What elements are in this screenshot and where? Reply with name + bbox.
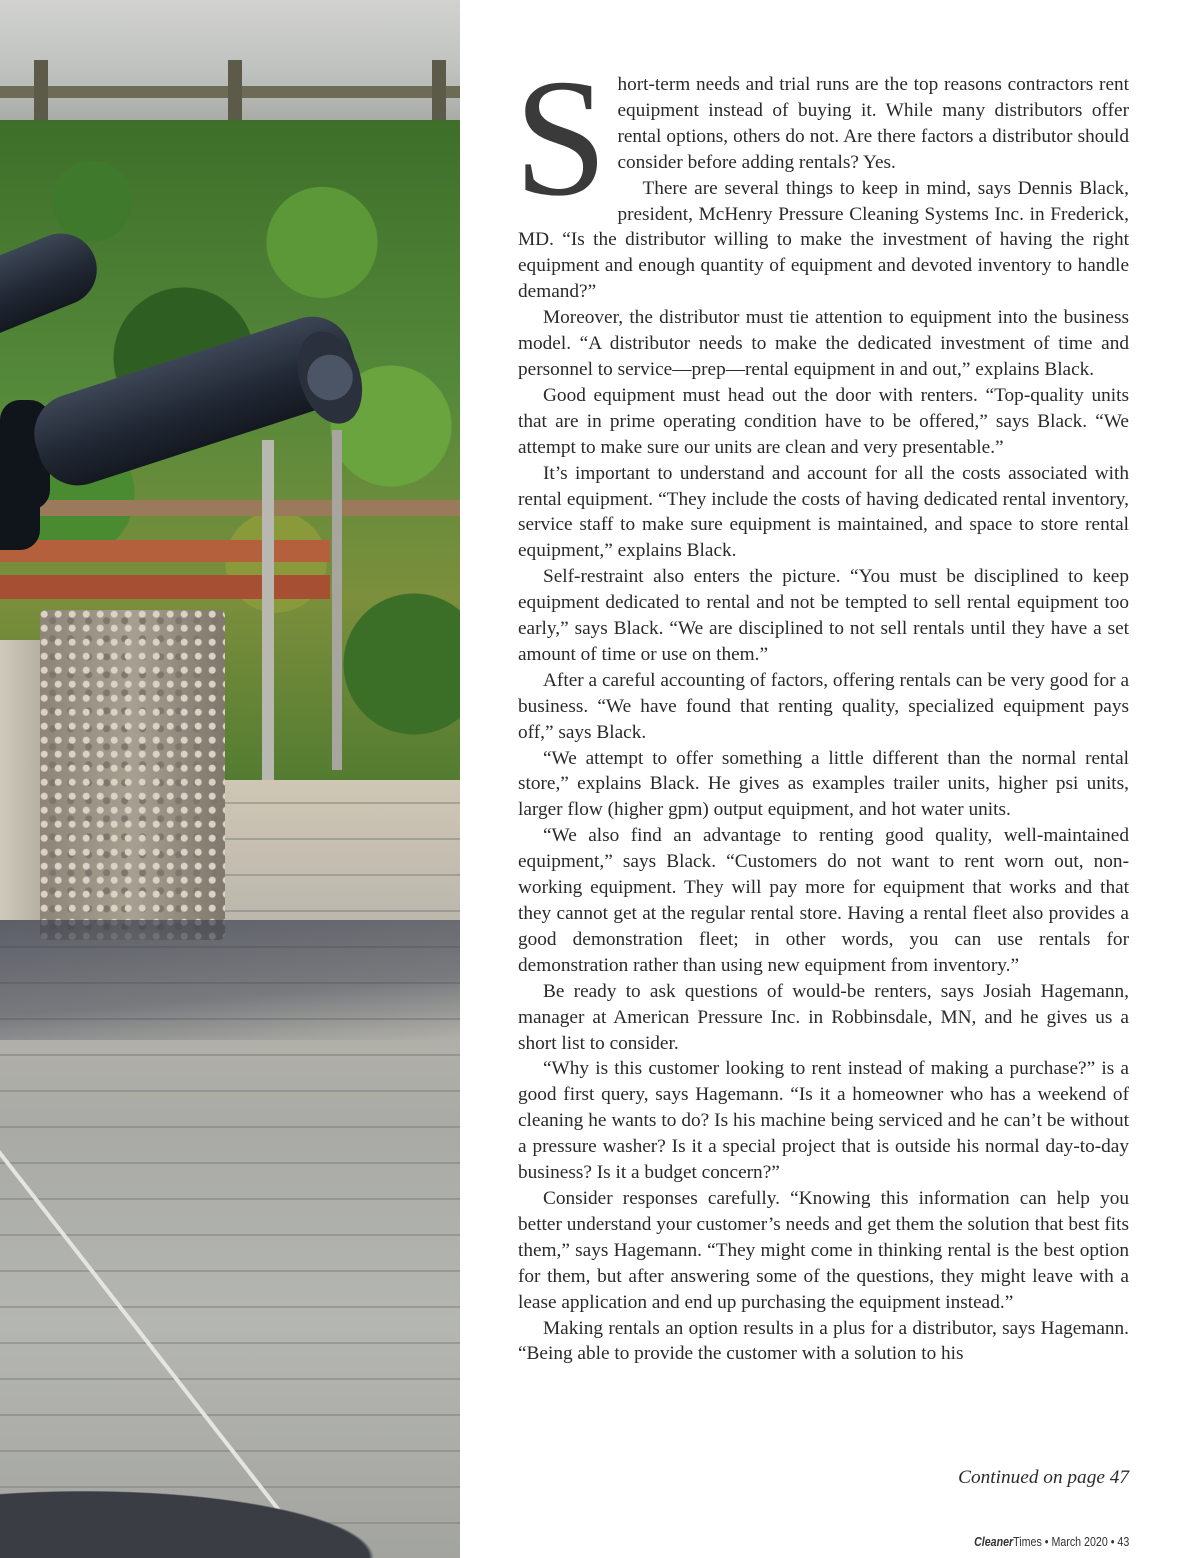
photo-railing xyxy=(262,440,274,800)
drop-cap: S xyxy=(514,45,608,231)
article-paragraph: Self-restraint also enters the picture. “You must be disciplined to keep equipment dedicated to rental and not be tempted to sell rental equipment too early,” says Black. “We are disciplined to not sell rentals until they have a set amount of time or use on them.” xyxy=(518,566,1129,665)
article-paragraph: After a careful accounting of factors, offering rentals can be very good for a business. “We have found that renting quality, specialized equipment pays off,” says Black. xyxy=(518,669,1129,743)
photo-bench-back xyxy=(0,540,330,562)
photo-railing xyxy=(332,430,342,770)
page-footer xyxy=(974,1534,1129,1549)
magazine-brand: Cleaner xyxy=(973,1534,1013,1549)
photo-shadow xyxy=(0,1480,420,1558)
footer-info: Times • March 2020 • 43 xyxy=(1012,1534,1129,1549)
article-photo xyxy=(0,0,460,1558)
continued-on-page: Continued on page 47 xyxy=(958,1467,1129,1488)
article-paragraph xyxy=(514,45,1129,231)
article-paragraph: Be ready to ask questions of would-be renters, says Josiah Hagemann, manager at American Pressure Inc. in Robbinsdale, MN, and he gives us a short list to consider. xyxy=(518,980,1129,1054)
article-paragraph: Making rentals an option results in a plus for a distributor, says Hagemann. “Being able to provide the customer with a solution to his xyxy=(518,1317,1129,1365)
photo-stone-base xyxy=(40,610,225,940)
article-paragraph: Good equipment must head out the door with renters. “Top-quality units that are in prime operating condition have to be offered,” says Black. “We attempt to make sure our units are clean and very presentable.” xyxy=(518,384,1129,458)
photo-shadow xyxy=(0,920,460,1040)
article-paragraph: There are several things to keep in mind, says Dennis Black, president, McHenry Pressure Cleaning Systems Inc. in Frederick, MD. “Is the distributor willing to make the investment of having the right equipment and enough quantity of equipment and devoted inventory to handle demand?” xyxy=(518,177,1129,303)
photo-bench-back xyxy=(0,575,330,599)
article-paragraph: “Why is this customer looking to rent instead of making a purchase?” is a good first query, says Hagemann. “Is it a homeowner who has a weekend of cleaning he wants to do? Is his machine being serviced and he can’t be without a pressure washer? Is it a special project that is outside his normal day-to-day business? Is it a budget concern?” xyxy=(518,1058,1129,1184)
article-paragraph: It’s important to understand and account for all the costs associated with rental equipment. “They include the costs of having dedicated rental inventory, service staff to make sure equipment is maintained, and space to store rental equipment,” explains Black. xyxy=(518,462,1129,562)
photo-handle-ring xyxy=(0,460,40,550)
photo-stone-base xyxy=(0,640,45,920)
article-paragraph: Consider responses carefully. “Knowing this information can help you better understand your customer’s needs and get them the solution that best fits them,” says Hagemann. “They might come in thinking rental is the best option for them, but after answering some of the questions, they might leave with a lease application and end up purchasing the equipment instead.” xyxy=(518,1187,1129,1313)
photo-bench-slat xyxy=(0,500,460,516)
paragraph-text: hort-term needs and trial runs are the top reasons contractors rent equipment instead of buying it. While many distributors offer rental options, others do not. Are there factors a distributor should consider before adding rentals? Yes. xyxy=(617,74,1129,173)
article-paragraph: “We also find an advantage to renting good quality, well-maintained equipment,” says Black. “Customers do not want to rent worn out, non-working equipment. They will pay more for equipment that works and that they cannot get at the regular rental store. Having a rental fleet also provides a good demonstration fleet; in other words, you can use rentals for demonstration rather than using new equipment from inventory.” xyxy=(518,825,1129,976)
article-paragraph: “We attempt to offer something a little different than the normal rental store,” explains Black. He gives as examples trailer units, higher psi units, larger flow (higher gpm) output equipment, and hot water units. xyxy=(518,747,1129,821)
article-body xyxy=(514,45,1129,1367)
article-paragraph: Moreover, the distributor must tie attention to equipment into the business model. “A distributor needs to make the dedicated investment of time and personnel to service—prep—rental equipment in and out,” explains Black. xyxy=(518,307,1129,380)
